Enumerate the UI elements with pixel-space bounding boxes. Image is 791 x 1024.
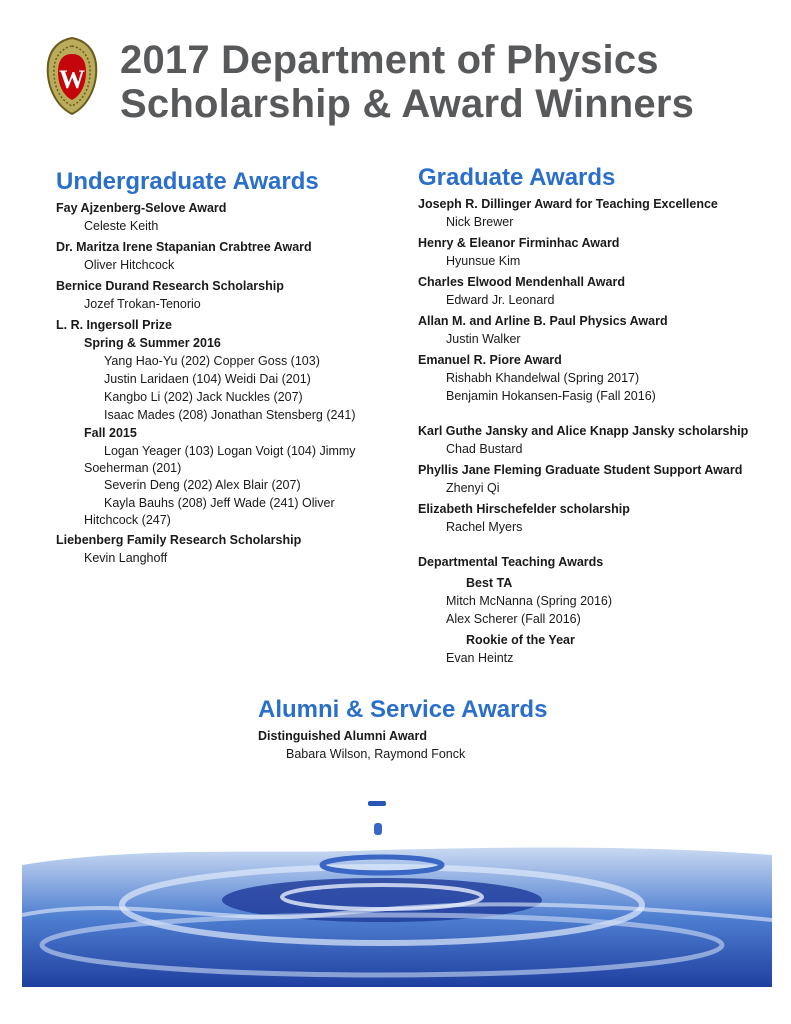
award-winner: Hyunsue Kim (446, 254, 521, 268)
award-title: Phyllis Jane Fleming Graduate Student Support Award (418, 463, 743, 477)
award-title: Dr. Maritza Irene Stapanian Crabtree Award (56, 240, 312, 254)
award-title: Liebenberg Family Research Scholarship (56, 533, 302, 547)
award-title: Karl Guthe Jansky and Alice Knapp Jansky scholarship (418, 424, 749, 438)
award-winner: Yang Hao-Yu (202) Copper Goss (103) (104, 354, 320, 368)
award-subheading: Spring & Summer 2016 (84, 336, 221, 350)
award-winner: Justin Laridaen (104) Weidi Dai (201) (104, 372, 311, 386)
page-title (120, 38, 694, 126)
award-title: Joseph R. Dillinger Award for Teaching Excellence (418, 197, 718, 211)
title-line-2: Scholarship & Award Winners (120, 82, 695, 126)
award-subheading: Best TA (466, 576, 513, 590)
award-winner: Isaac Mades (208) Jonathan Stensberg (241) (104, 408, 356, 422)
award-winner: Kevin Langhoff (84, 551, 168, 565)
award-winner: Justin Walker (446, 332, 521, 346)
svg-text:W: W (59, 65, 85, 94)
award-title: Charles Elwood Mendenhall Award (418, 275, 625, 289)
award-winner: Kayla Bauhs (208) Jeff Wade (241) Oliver (104, 496, 335, 510)
award-title: Departmental Teaching Awards (418, 555, 604, 569)
award-winner: Kangbo Li (202) Jack Nuckles (207) (104, 390, 303, 404)
award-winner: Evan Heintz (446, 651, 514, 665)
award-winner: Rachel Myers (446, 520, 523, 534)
award-winner: Babara Wilson, Raymond Fonck (286, 747, 466, 761)
undergraduate-awards-section (56, 168, 396, 567)
award-winner: Chad Bustard (446, 442, 523, 456)
water-splash-image (22, 795, 772, 987)
award-title: Allan M. and Arline B. Paul Physics Award (418, 314, 668, 328)
section-heading: Graduate Awards (418, 164, 616, 191)
alumni-awards-section (258, 696, 658, 763)
award-winner: Benjamin Hokansen-Fasig (Fall 2016) (446, 389, 656, 403)
award-winner: Oliver Hitchcock (84, 258, 175, 272)
award-title: Elizabeth Hirschefelder scholarship (418, 502, 630, 516)
award-winner-continued: Hitchcock (247) (84, 513, 171, 527)
award-title: Emanuel R. Piore Award (418, 353, 562, 367)
award-subheading: Rookie of the Year (466, 633, 575, 647)
section-heading: Undergraduate Awards (56, 168, 319, 195)
title-line-1: 2017 Department of Physics (120, 38, 659, 82)
award-title: Henry & Eleanor Firminhac Award (418, 236, 620, 250)
award-title: Bernice Durand Research Scholarship (56, 279, 284, 293)
award-winner: Logan Yeager (103) Logan Voigt (104) Jimmy (104, 444, 356, 458)
award-subheading: Fall 2015 (84, 426, 137, 440)
award-winner: Nick Brewer (446, 215, 514, 229)
award-title: L. R. Ingersoll Prize (56, 318, 172, 332)
award-winner: Alex Scherer (Fall 2016) (446, 612, 581, 626)
award-winner: Severin Deng (202) Alex Blair (207) (104, 478, 301, 492)
award-winner: Mitch McNanna (Spring 2016) (446, 594, 613, 608)
award-winner: Edward Jr. Leonard (446, 293, 555, 307)
award-winner: Celeste Keith (84, 219, 159, 233)
award-title: Fay Ajzenberg-Selove Award (56, 201, 227, 215)
section-heading: Alumni & Service Awards (258, 696, 548, 723)
award-winner: Jozef Trokan-Tenorio (84, 297, 201, 311)
award-winner: Rishabh Khandelwal (Spring 2017) (446, 371, 640, 385)
graduate-awards-section (418, 164, 778, 667)
award-winner: Zhenyi Qi (446, 481, 500, 495)
uw-crest-logo (44, 36, 100, 116)
award-title: Distinguished Alumni Award (258, 729, 427, 743)
award-winner-continued: Soeherman (201) (84, 461, 182, 475)
